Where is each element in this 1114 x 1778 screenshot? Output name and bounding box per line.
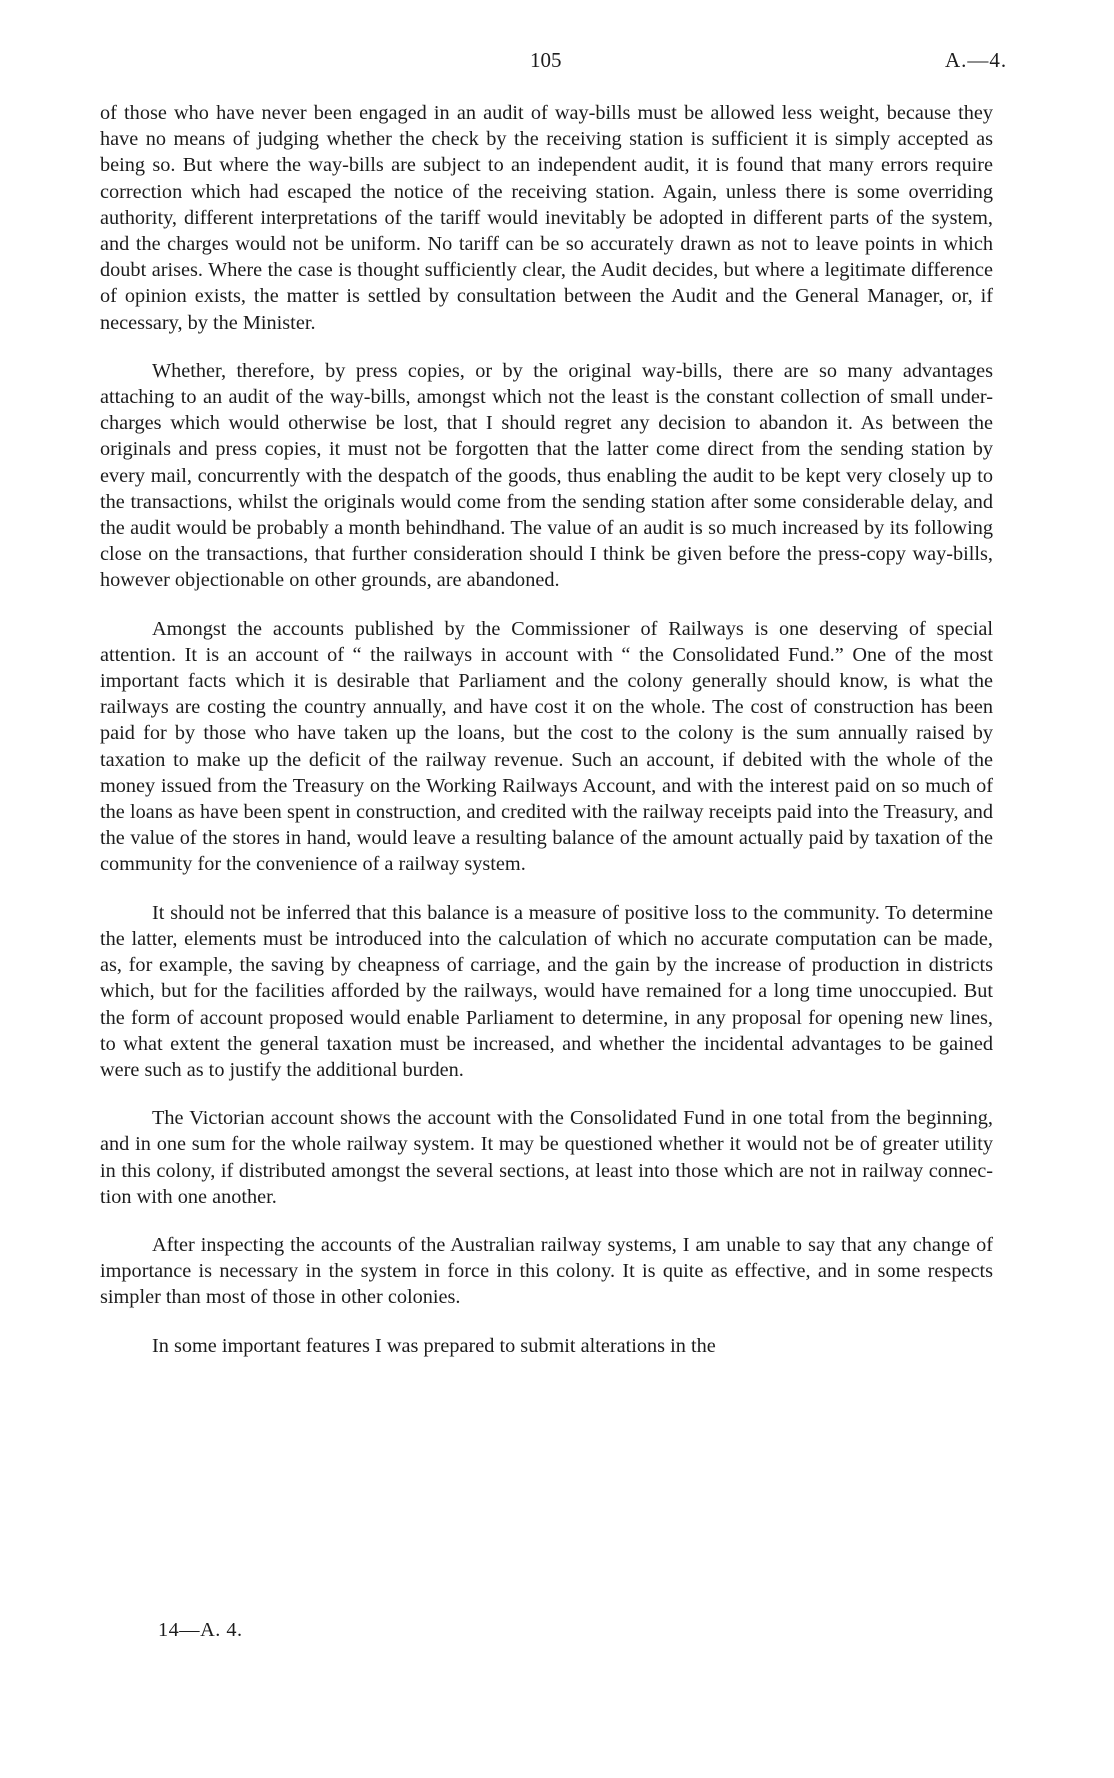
paragraph-press-copies: Whether, therefore, by press copies, or by the original way-bills, there are so many advantages attaching to an audit of the way-bills, amongst which not the least is the constant collection of small under-charges which would otherwise be lost, that I should regret any decision to abandon it. As between the originals and press copies, it must not be forgotten that the latter come direct from the sending station by every mail, concurrently with the despatch of the goods, thus enabling the audit to be kept very closely up to the transactions, whilst the originals would come from the sending station after some considerable delay, and the audit would be probably a month behindhand. The value of an audit is so much increased by its following close on the transactions, that further consideration should I think be given before the press-copy way-bills, however objectionable on other grounds, are abandoned. [100,359,993,592]
paragraph-australian-systems: After inspecting the accounts of the Australian railway systems, I am unable to say that any change of importance is necessary in the system in force in this colony. It is quite as effective, and in some respects simpler than most of those in other colonies. [100,1233,993,1309]
paragraph-important-features: In some important features I was prepared to submit alterations in the [152,1334,716,1357]
page-header [0,48,1114,78]
document-reference: A.—4. [945,48,1008,72]
paragraph-continuation: of those who have never been engaged in an audit of way-bills must be allowed less weight, because they have no means of judging whether the check by the receiving station is sufficient it is simply accepted as being so. But where the way-bills are subject to an independent audit, it is found that many errors require correction which had escaped the notice of the receiving station. Again, unless there is some overriding authority, different interpretations of the tariff would inevitably be adopted in different parts of the system, and the charges would not be uniform. No tariff can be so accurately drawn as not to leave points in which doubt arises. Where the case is thought sufficiently clear, the Audit decides, but where a legitimate difference of opinion exists, the matter is settled by consultation between the Audit and the General Manager, or, if necessary, by the Minister. [100,102,993,334]
page-number: 105 [530,48,562,72]
paragraph-balance-inference: It should not be inferred that this balance is a measure of positive loss to the community. To determine the latter, elements must be introduced into the calculation of which no accurate computation can be made, as, for example, the saving by cheapness of carriage, and the gain by the increase of production in districts which, but for the facilities afforded by the railways, would have remained for a long time unoccupied. But the form of account proposed would enable Parliament to determine, in any proposal for opening new lines, to what extent the general taxation must be increased, and whether the incidental advantages to be gained were such as to justify the additional burden. [100,901,993,1081]
paragraph-consolidated-fund: Amongst the accounts published by the Commissioner of Railways is one deserving of special attention. It is an account of “ the railways in account with “ the Consolidated Fund.” One of the most important facts which it is desirable that Parliament and the colony generally should know, is what the railways are costing the country annually, and have cost it on the whole. The cost of construction has been paid for by those who have taken up the loans, but the cost to the colony is the sum annually raised by taxation to make up the deficit of the railway revenue. Such an account, if debited with the whole of the money issued from the Treasury on the Working Railways Account, and with the interest paid on so much of the loans as have been spent in construction, and credited with the railway receipts paid into the Treasury, and the value of the stores in hand, would leave a resulting balance of the amount actually paid by taxation of the community for the convenience of a railway system. [100,617,993,876]
body-text [100,100,993,1381]
paragraph-victorian-account: The Victorian account shows the account with the Consolidated Fund in one total from the beginning, and in one sum for the whole railway system. It may be questioned whether it would not be of greater utility in this colony, if distributed amongst the several sections, at least into those which are not in railway connection with one another. [100,1107,993,1208]
printer-signature-mark: 14—A. 4. [158,1619,243,1641]
